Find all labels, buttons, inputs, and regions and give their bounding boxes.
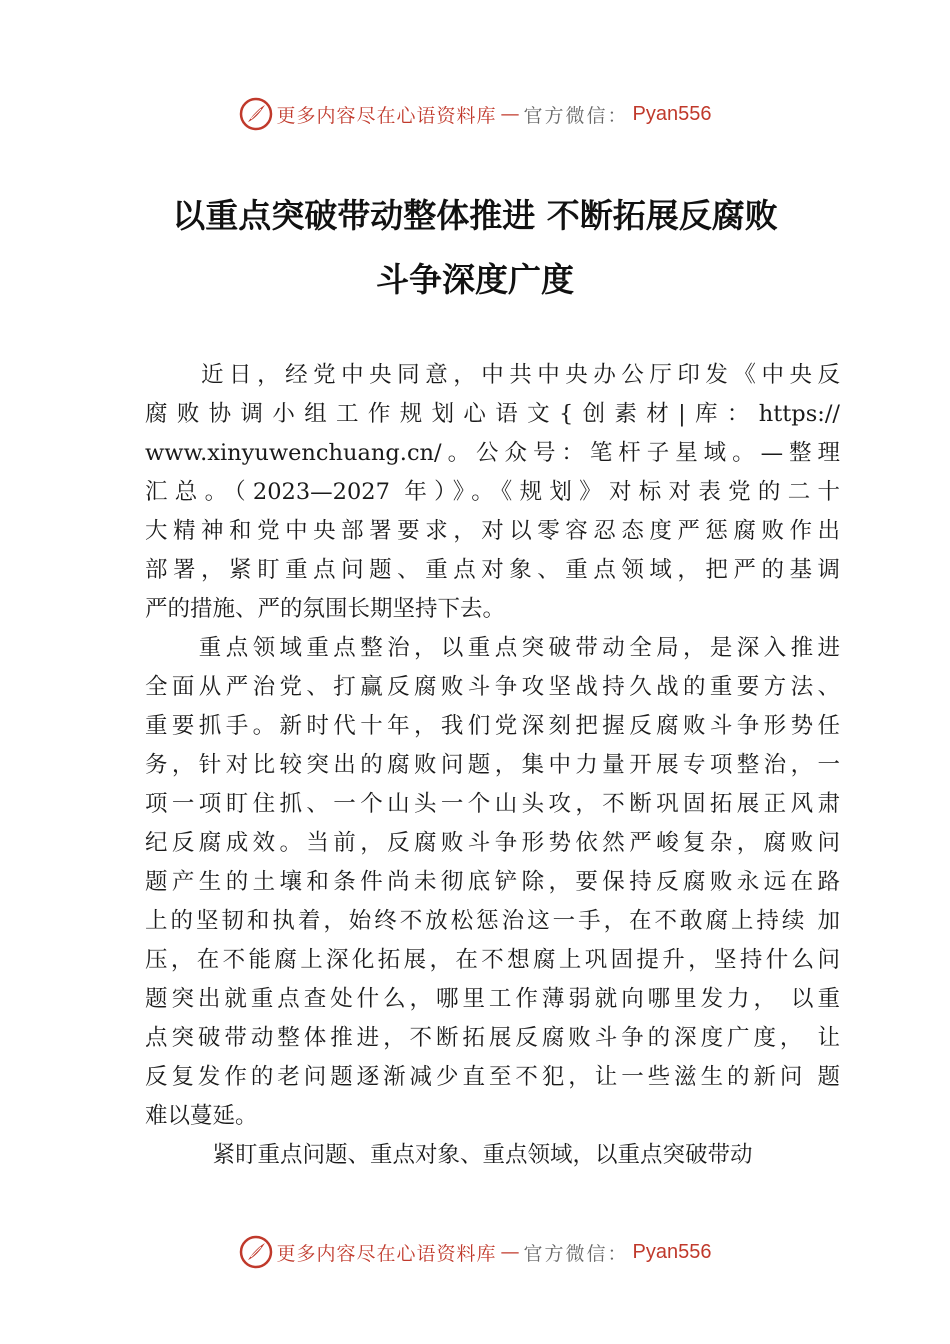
watermark-separator: — (500, 103, 520, 125)
text-line: 反复发作的老问题逐渐减少直至不犯，让一些滋生的新问 题 (145, 1064, 840, 1090)
text-line: 题突出就重点查处什么，哪里工作薄弱就向哪里发力， 以重 (145, 986, 840, 1012)
watermark-label: 官方微信： (523, 104, 629, 127)
watermark-separator: — (500, 1241, 520, 1263)
text-line: 重要抓手。新时代十年，我们党深刻把握反腐败斗争形势任 (145, 713, 840, 739)
text-line: 重点领域重点整治，以重点突破带动全局，是深入推进 (145, 635, 840, 661)
text-line: 部署，紧盯重点问题、重点对象、重点领域，把严的基调 (145, 557, 840, 583)
text-line: 严的措施、严的氛围长期坚持下去。 (145, 596, 506, 622)
text-line: www.xinyuwenchuang.cn/。公众号：笔杆子星域。—整理 (145, 440, 840, 466)
text-line: 汇总。（2023—2027 年）》。《规划》对标对表党的二十 (145, 479, 840, 505)
text-line: 纪反腐成效。当前，反腐败斗争形势依然严峻复杂，腐败问 (145, 830, 840, 856)
document-title-line-2: 斗争深度广度 (376, 260, 574, 299)
feather-logo-icon (239, 1235, 273, 1269)
text-line: 题产生的土壤和条件尚未彻底铲除，要保持反腐败永远在路 (145, 869, 840, 895)
header-watermark (0, 92, 950, 136)
text-line: 大精神和党中央部署要求，对以零容忍态度严惩腐败作出 (145, 518, 840, 544)
text-line: 压，在不能腐上深化拓展，在不想腐上巩固提升，坚持什么问 (145, 947, 840, 973)
feather-logo-icon (239, 97, 273, 131)
watermark-text: 更多内容尽在心语资料库 (276, 104, 497, 127)
watermark-label: 官方微信： (523, 1242, 629, 1265)
watermark-text: 更多内容尽在心语资料库 (276, 1242, 497, 1265)
document-title-line-1: 以重点突破带动整体推进 不断拓展反腐败 (172, 196, 778, 235)
text-line: 紧盯重点问题、重点对象、重点领域，以重点突破带动 (145, 1142, 753, 1168)
text-line: 全面从严治党、打赢反腐败斗争攻坚战持久战的重要方法、 (145, 674, 840, 700)
text-line: 近日，经党中央同意，中共中央办公厅印发《中央反 (145, 362, 840, 388)
text-line: 难以蔓延。 (145, 1103, 258, 1129)
text-line: 点突破带动整体推进，不断拓展反腐败斗争的深度广度， 让 (145, 1025, 840, 1051)
document-body (145, 356, 840, 1175)
watermark-account: Pyan556 (632, 102, 712, 125)
text-line: 上的坚韧和执着，始终不放松惩治这一手，在不敢腐上持续 加 (145, 908, 840, 934)
text-line: 腐败协调小组工作规划心语文{创素材|库：https:// (145, 401, 840, 427)
watermark-account: Pyan556 (632, 1240, 712, 1263)
footer-watermark (0, 1230, 950, 1274)
text-line: 务，针对比较突出的腐败问题，集中力量开展专项整治，一 (145, 752, 840, 778)
text-line: 项一项盯住抓、一个山头一个山头攻，不断巩固拓展正风肃 (145, 791, 840, 817)
